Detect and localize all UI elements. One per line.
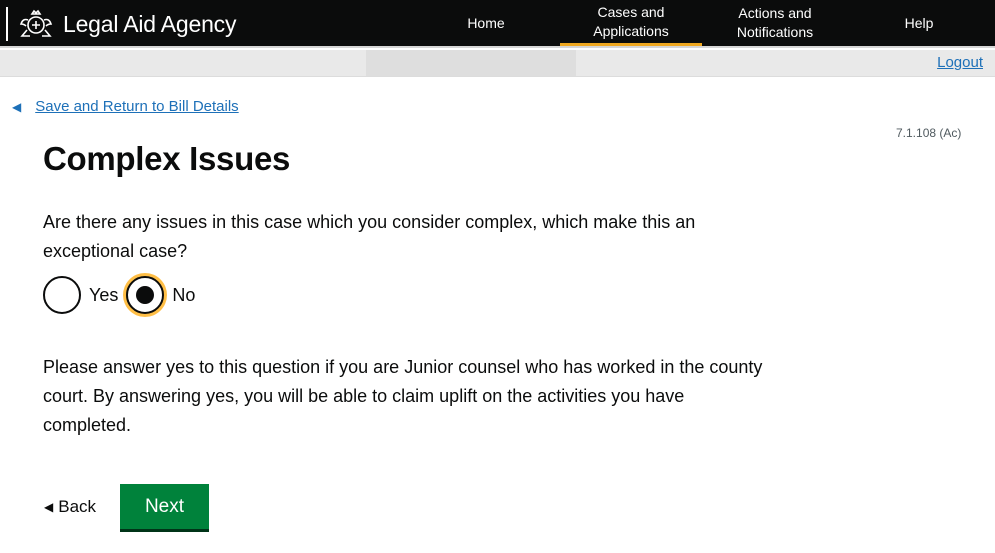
left-triangle-icon: ◀ (44, 500, 54, 514)
return-link-row (12, 98, 239, 115)
nav-home[interactable]: Home (467, 14, 505, 31)
page-title: Complex Issues (43, 140, 291, 177)
crest-icon (17, 8, 55, 40)
radio-no-label[interactable]: No (172, 284, 196, 305)
nav-actions-label: Actions and Notifications (736, 5, 814, 40)
next-button[interactable]: Next (120, 484, 209, 532)
sub-header-segment (366, 50, 576, 76)
brand-name: Legal Aid Agency (63, 10, 237, 37)
brand-divider (6, 7, 8, 41)
logout-link[interactable]: Logout (937, 54, 983, 71)
header-bar (0, 0, 995, 48)
radio-yes-circle[interactable] (43, 276, 81, 314)
nav-help[interactable]: Help (904, 14, 934, 31)
back-link[interactable] (44, 497, 96, 517)
version-label: 7.1.108 (Ac) (896, 126, 962, 140)
radio-yes[interactable] (43, 276, 126, 314)
question-text: Are there any issues in this case which you consider complex, which make this an exceptional case? (43, 212, 696, 261)
left-triangle-icon: ◀ (12, 99, 22, 114)
save-and-return-link[interactable]: Save and Return to Bill Details (35, 98, 239, 115)
brand[interactable] (6, 6, 236, 42)
radio-yes-label[interactable]: Yes (89, 284, 119, 305)
radio-group (43, 275, 203, 315)
sub-header-bar (0, 50, 995, 77)
radio-no-circle[interactable] (126, 276, 164, 314)
radio-no[interactable] (126, 276, 203, 314)
radio-selected-dot (136, 286, 154, 304)
nav-cases-label: Cases and Applications (593, 3, 669, 39)
nav-actions-and-notifications[interactable] (712, 0, 838, 46)
nav-cases-and-applications[interactable] (560, 0, 702, 46)
hint-text: Please answer yes to this question if you are Junior counsel who has worked in the county court. By answering yes, you will be able to claim uplift on the activities you have completed. (43, 357, 763, 435)
back-label[interactable]: Back (58, 497, 97, 516)
